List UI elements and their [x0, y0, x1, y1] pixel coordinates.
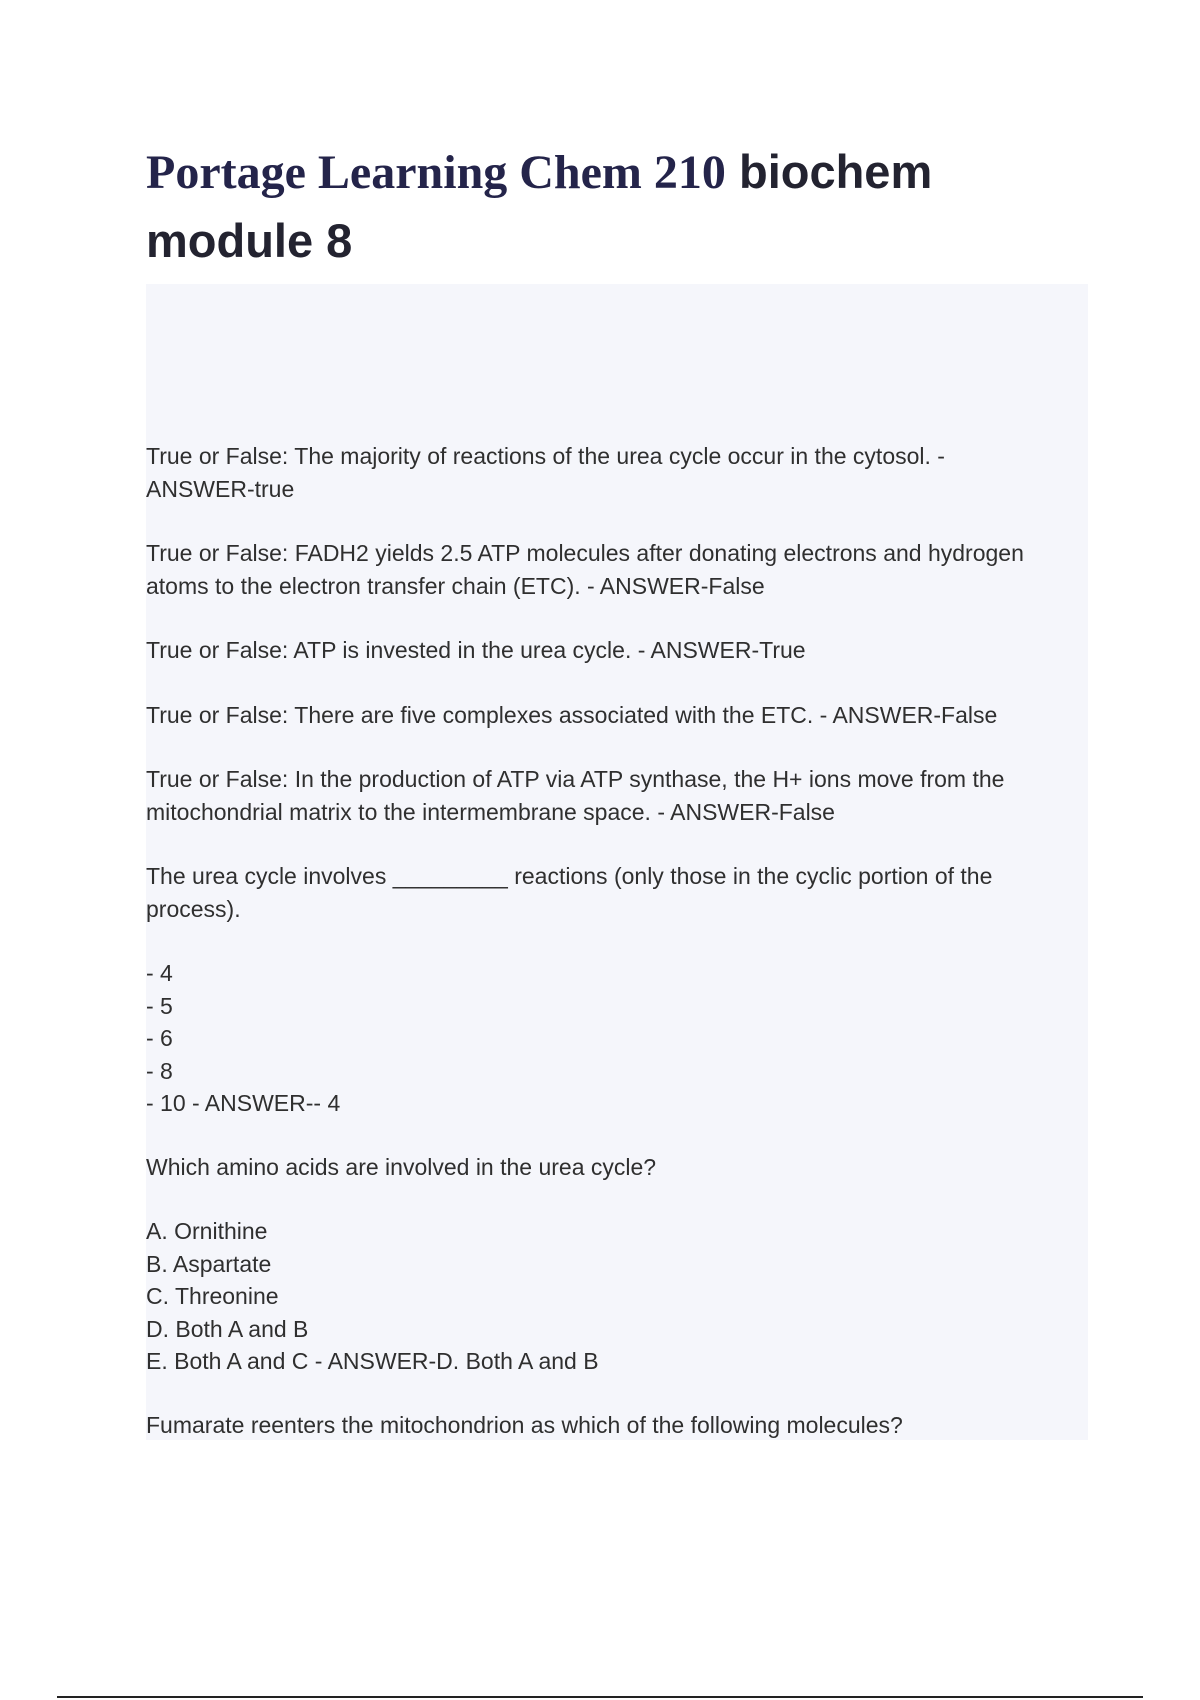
- question-4: [146, 699, 1088, 732]
- title-serif-part: Portage Learning Chem 210: [146, 146, 726, 199]
- option-line-with-answer: E. Both A and C - ANSWER-D. Both A and B: [146, 1348, 599, 1374]
- option-line: C. Threonine: [146, 1283, 279, 1309]
- question-6: [146, 860, 1088, 925]
- answer-line: atoms to the electron transfer chain (ETC). - ANSWER-False: [146, 572, 765, 599]
- option-line: D. Both A and B: [146, 1315, 309, 1342]
- question-7: [146, 1151, 1088, 1184]
- question-line: Fumarate reenters the mitochondrion as which of the following molecules?: [146, 1411, 903, 1438]
- question-line: True or False: The majority of reactions of the urea cycle occur in the cytosol. -: [146, 443, 945, 469]
- question-line: The urea cycle involves _________ reactions (only those in the cyclic portion of the: [146, 863, 993, 889]
- question-2: [146, 537, 1088, 602]
- question-8: [146, 1409, 1088, 1442]
- option-line: A. Ornithine: [146, 1218, 268, 1244]
- question-6-options: [146, 957, 1088, 1120]
- question-line: Which amino acids are involved in the urea cycle?: [146, 1153, 657, 1180]
- title-sans-part-2: module 8: [146, 214, 353, 267]
- question-line: True or False: There are five complexes associated with the ETC. - ANSWER-False: [146, 701, 998, 728]
- option-line: - 8: [146, 1057, 173, 1084]
- question-1: [146, 440, 1088, 505]
- question-5: [146, 763, 1088, 828]
- question-line: True or False: In the production of ATP via ATP synthase, the H+ ions move from the: [146, 766, 1005, 792]
- option-line: B. Aspartate: [146, 1250, 272, 1277]
- answer-line: mitochondrial matrix to the intermembrane space. - ANSWER-False: [146, 798, 835, 825]
- question-line-continued: process).: [146, 895, 241, 922]
- option-line: - 4: [146, 960, 173, 986]
- option-line: - 5: [146, 992, 173, 1019]
- title-sans-part: biochem: [738, 145, 933, 198]
- question-list: [146, 440, 1088, 1473]
- question-line: True or False: FADH2 yields 2.5 ATP molecules after donating electrons and hydrogen: [146, 540, 1024, 566]
- answer-line: ANSWER-true: [146, 475, 295, 502]
- footer-divider: [57, 1696, 1143, 1698]
- question-line: True or False: ATP is invested in the urea cycle. - ANSWER-True: [146, 637, 806, 663]
- document-title: [146, 138, 1106, 275]
- question-3: [146, 634, 1088, 667]
- option-line-with-answer: - 10 - ANSWER-- 4: [146, 1090, 341, 1116]
- question-7-options: [146, 1215, 1088, 1378]
- option-line: - 6: [146, 1025, 173, 1051]
